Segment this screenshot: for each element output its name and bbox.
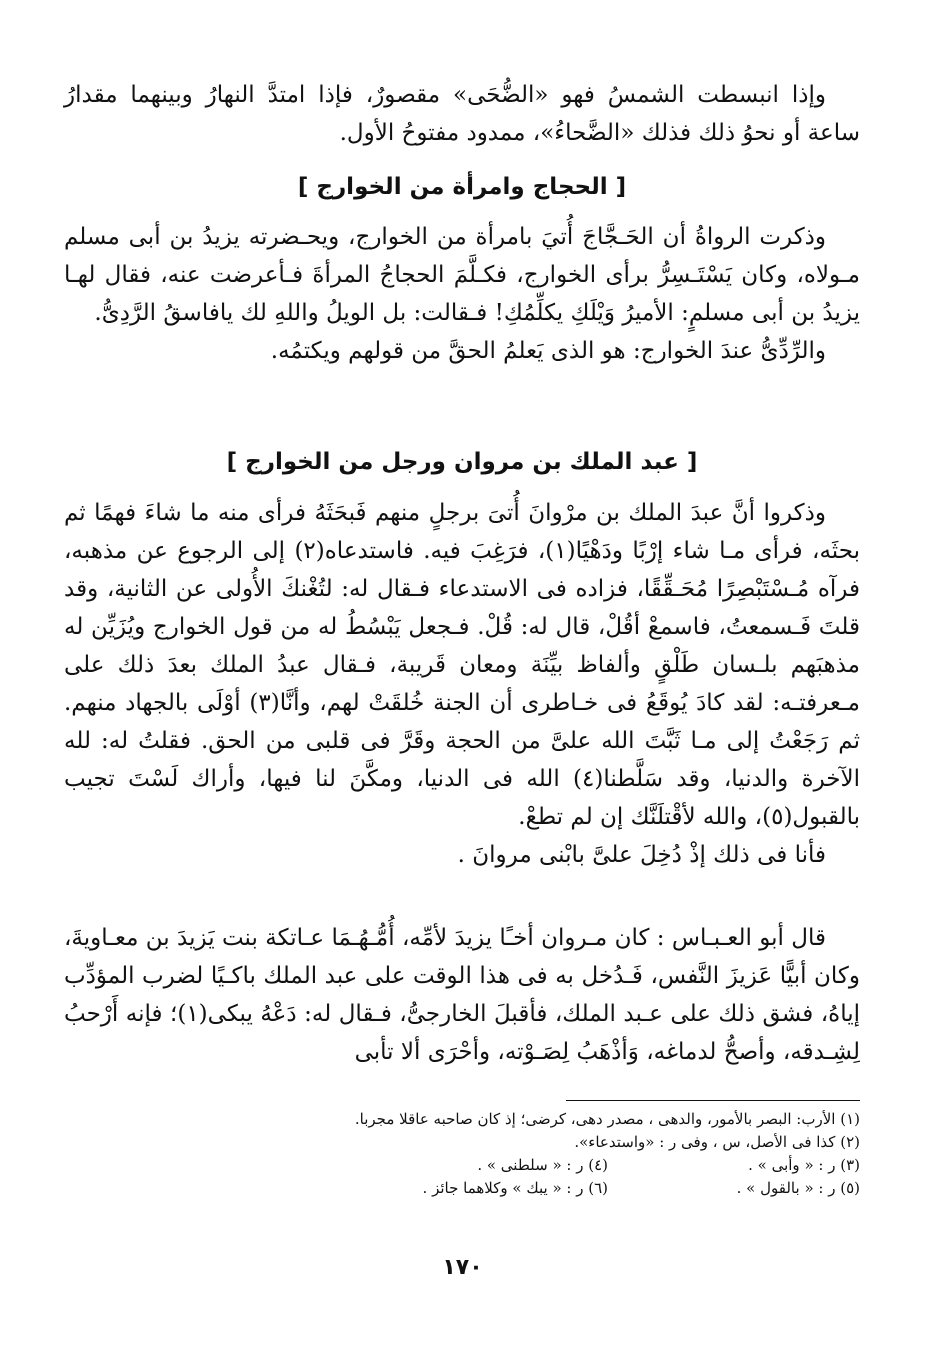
section-1-body (64, 218, 860, 370)
footnote-text: (٥) ر : « بالقول » . (736, 1179, 860, 1197)
footnote-text: (١) الأرب: البصر بالأمور، والدهى ، مصدر دهى، كرضى؛ إذ كان صاحبه عاقلا مجربا. (354, 1110, 860, 1128)
intro-passage (64, 76, 860, 152)
page-number: ١٧٠ (442, 1255, 483, 1280)
paragraph: قال أبو العـبـاس : كان مـروان أخـًا يزيدَ لأمِّه، أُمُّـهُـمَا عـاتكة بنت يَزيدَ بن معـاويةَ، وكان أبيًّا عَزيزَ النَّفس، فَـدُخل به فى هذا الوقت على عبد الملك باكـيًا لضرب المؤدِّب إياهُ، فشق ذلك على عـبد الملك، فأقبلَ الخارجىُّ، فـقال له: دَعْهُ يبكى(١)؛ فإنه أَرْحبُ لِشِـدقه، وأصحُّ لدماغه، وَأذْهَبُ لِصَـوْته، وأحْرَى ألا تأبى (64, 925, 860, 1065)
footnote-text: (٤) ر : « سلطنى » . (477, 1156, 608, 1174)
footnote-text: (٢) كذا فى الأصل، س ، وفى ر : «واستدعاء». (574, 1133, 860, 1151)
paragraph: فأنا فى ذلك إذْ دُخِلَ علىَّ بابْنى مروانَ . (457, 842, 826, 868)
paragraph: وذكرت الرواةُ أن الحَـجَّاجَ أُتيَ بامرأة من الخوارج، ويحـضرته يزيدُ بن أبى مسلم مـولاه، وكان يَسْتَـسِرُّ برأى الخوارج، فكـلَّمَ الحجاجُ المرأةَ فـأعرضت عنه، فقال لهـا يزيدُ بن أبى مسلمٍ: الأميرُ وَيْلَكِ يكلِّمُكِ! فـقالت: بل الويلُ واللهِ لك يافاسقُ الرَّدِىُّ. (64, 224, 860, 326)
footnotes (64, 1108, 860, 1200)
paragraph: والرِّدِّىُّ عندَ الخوارج: هو الذى يَعلمُ الحقَّ من قولهم ويكتمُه. (270, 338, 826, 364)
footnote-row (64, 1177, 860, 1200)
footnote-divider (566, 1100, 860, 1101)
footnote-text: (٦) ر : « يبك » وكلاهما جائز . (422, 1179, 608, 1197)
section-2-body (64, 494, 860, 874)
footnote (64, 1131, 860, 1154)
footnote-row (64, 1154, 860, 1177)
paragraph: وإذا انبسطت الشمسُ فهو «الضُّحَى» مقصورٌ، فإذا امتدَّ النهارُ وبينهما مقدارُ ساعة أو نحوُ ذلك فذلك «الضَّحاءُ»، ممدود مفتوحُ الأول. (64, 82, 860, 146)
section-heading: [ عبد الملك بن مروان ورجل من الخوارج ] (226, 449, 698, 475)
section-3-body (64, 919, 860, 1071)
section-heading: [ الحجاج وامرأة من الخوارج ] (297, 174, 627, 200)
footnote-text: (٣) ر : « وأبى » . (748, 1156, 860, 1174)
footnote (64, 1108, 860, 1131)
paragraph: وذكروا أنَّ عبدَ الملك بن مرْوانَ أُتىَ برجلٍ منهم فَبحَثَهُ فرأى منه ما شاءَ فهمًا ثم بحثَه، فرأى مـا شاء إرْبًا ودَهْيًا(١)، فرَغِبَ فيه. فاستدعاه(٢) إلى الرجوع عن مذهبه، فرآه مُـسْتَبْصِرًا مُحَـقِّقًا، فزاده فى الاستدعاء فـقال له: لتُغْنكَ الأُولى عن الثانية، وقد قلتَ فَـسمعتُ، فاسمعْ أقُلْ، قال له: قُلْ. فـجعل يَبْسُطُ له من قول الخوارج ويُزَيِّن له مذهبَهم بلـسان طَلْقٍ وألفاظ بيِّنَة ومعان قَريبة، فـقال عبدُ الملك بعدَ ذلك على مـعرفتـه: لقد كادَ يُوقَعُ فى خـاطرى أن الجنة خُلقَتْ لهم، وأنَّا(٣) أوْلَى بالجهاد منهم. ثم رَجَعْتُ إلى مـا ثَبَّتَ الله علىَّ من الحجة وقَرَّ فى قلبى من الحق. فقلتُ له: لله الآخرة والدنيا، وقد سَلَّطنا(٤) الله فى الدنيا، ومكَّنَ لنا فيها، وأراك لَسْتَ تجيب بالقبول(٥)، والله لأقْتلَنَّك إن لم تطعْ. (64, 500, 861, 830)
